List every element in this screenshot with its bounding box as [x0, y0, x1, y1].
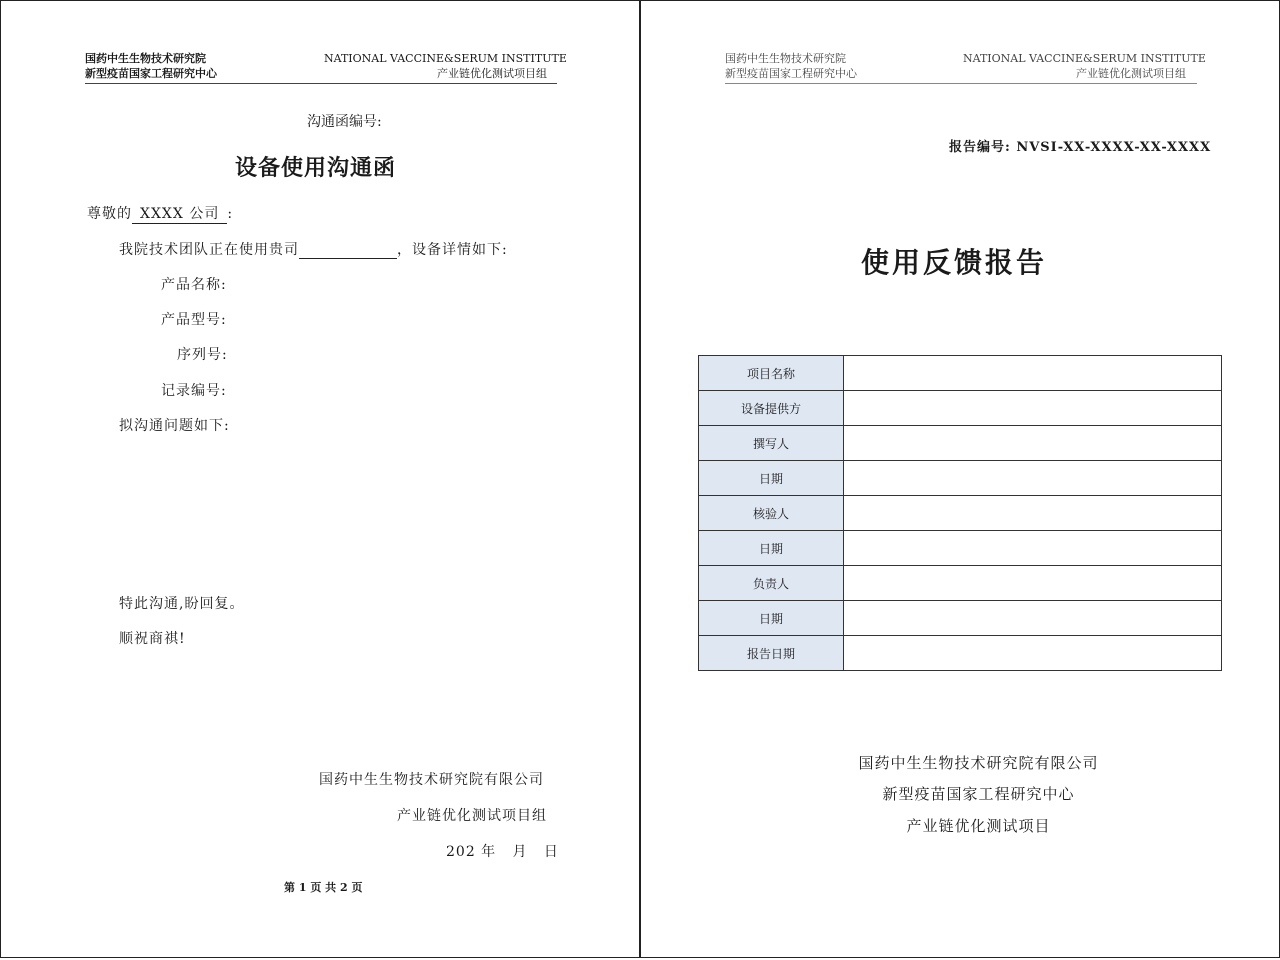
salutation-company: XXXX 公司 — [132, 203, 227, 224]
header-en-line1: NATIONAL VACCINE&SERUM INSTITUTE — [963, 52, 1206, 65]
row-value-date[interactable] — [844, 531, 1222, 566]
header-en-line1: NATIONAL VACCINE&SERUM INSTITUTE — [324, 52, 567, 65]
page-title: 设备使用沟通函 — [235, 155, 397, 181]
table-row — [699, 496, 1222, 531]
salutation — [87, 203, 233, 224]
field-record-number-label: 记录编号: — [161, 383, 227, 399]
row-value-date[interactable] — [844, 601, 1222, 636]
footer-org-line2: 新型疫苗国家工程研究中心 — [882, 785, 1075, 803]
row-label-date: 日期 — [699, 531, 844, 566]
signature-date: 202 年 月 日 — [446, 844, 559, 860]
header-project-group: 产业链优化测试项目组 — [437, 67, 547, 80]
row-label-equipment-provider: 设备提供方 — [699, 391, 844, 426]
field-product-model-label: 产品型号: — [161, 312, 227, 328]
table-row — [699, 601, 1222, 636]
header-org-line1: 国药中生生物技术研究院 — [85, 52, 206, 65]
questions-label: 拟沟通问题如下: — [119, 418, 230, 434]
header-project-group: 产业链优化测试项目组 — [1076, 67, 1186, 80]
header-rule — [725, 83, 1197, 84]
row-value-person-in-charge[interactable] — [844, 566, 1222, 601]
row-label-date: 日期 — [699, 601, 844, 636]
footer-org-line1: 国药中生生物技术研究院有限公司 — [858, 754, 1099, 772]
page-communication-letter — [0, 0, 640, 958]
intro-before-blank: 我院技术团队正在使用贵司 — [119, 242, 299, 258]
row-label-date: 日期 — [699, 461, 844, 496]
row-value-verifier[interactable] — [844, 496, 1222, 531]
table-row — [699, 426, 1222, 461]
row-label-report-date: 报告日期 — [699, 636, 844, 671]
table-row — [699, 356, 1222, 391]
row-label-person-in-charge: 负责人 — [699, 566, 844, 601]
row-value-author[interactable] — [844, 426, 1222, 461]
intro-after-blank: ，设备详情如下: — [397, 242, 508, 258]
table-row — [699, 391, 1222, 426]
intro-line — [119, 239, 508, 259]
footer-org-line3: 产业链优化测试项目 — [906, 817, 1051, 835]
report-title: 使用反馈报告 — [861, 246, 1048, 279]
row-label-verifier: 核验人 — [699, 496, 844, 531]
field-serial-number-label: 序列号: — [177, 347, 228, 363]
report-number: 报告编号: NVSI-XX-XXXX-XX-XXXX — [949, 140, 1212, 155]
closing-line2: 顺祝商祺! — [119, 631, 186, 647]
intro-blank-line — [299, 244, 397, 259]
feedback-info-table — [698, 355, 1222, 671]
page-indicator: 第 1 页 共 2 页 — [284, 881, 363, 894]
row-label-project-name: 项目名称 — [699, 356, 844, 391]
row-value-date[interactable] — [844, 461, 1222, 496]
signature-group: 产业链优化测试项目组 — [397, 808, 547, 824]
row-value-equipment-provider[interactable] — [844, 391, 1222, 426]
signature-org: 国药中生生物技术研究院有限公司 — [319, 772, 544, 788]
table-row — [699, 461, 1222, 496]
table-row — [699, 636, 1222, 671]
header-org-line1: 国药中生生物技术研究院 — [725, 52, 846, 65]
letter-number-label: 沟通函编号: — [307, 114, 382, 130]
salutation-prefix: 尊敬的 — [87, 206, 132, 222]
closing-line1: 特此沟通,盼回复。 — [119, 596, 245, 612]
row-value-report-date[interactable] — [844, 636, 1222, 671]
table-row — [699, 566, 1222, 601]
field-product-name-label: 产品名称: — [161, 277, 227, 293]
header-org-line2: 新型疫苗国家工程研究中心 — [85, 67, 217, 80]
header-org-line2: 新型疫苗国家工程研究中心 — [725, 67, 857, 80]
row-value-project-name[interactable] — [844, 356, 1222, 391]
salutation-suffix: : — [227, 206, 234, 222]
table-row — [699, 531, 1222, 566]
row-label-author: 撰写人 — [699, 426, 844, 461]
header-rule — [85, 83, 557, 84]
